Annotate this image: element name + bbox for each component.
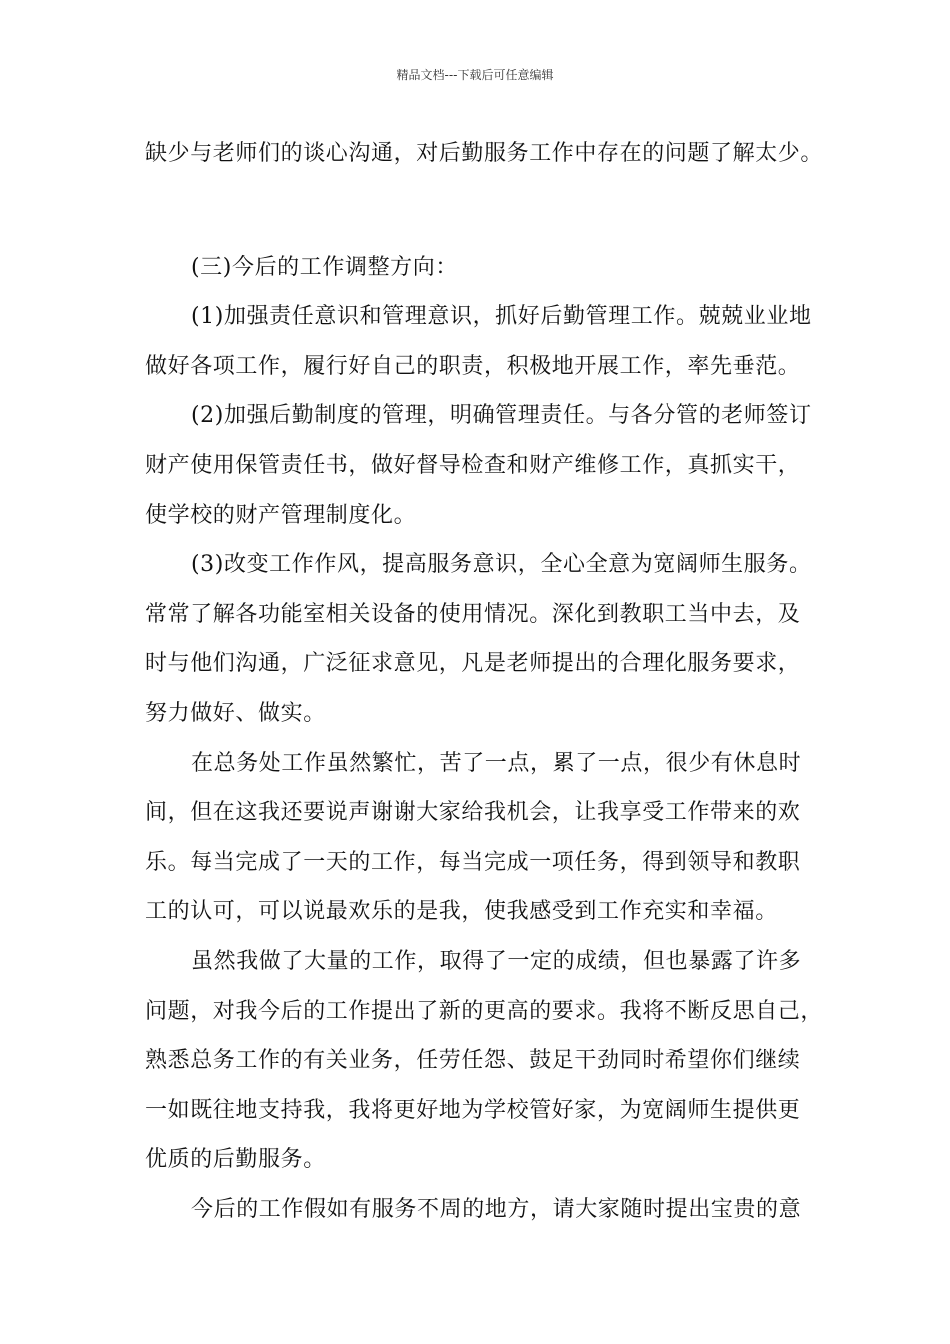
- page-header: 精品文档---下载后可任意编辑: [396, 68, 554, 82]
- text-line: 间，但在这我还要说声谢谢大家给我机会，让我享受工作带来的欢: [145, 800, 801, 826]
- text-line: 做好各项工作，履行好自己的职责，积极地开展工作，率先垂范。: [145, 353, 801, 379]
- text-line: 优质的后勤服务。: [145, 1147, 326, 1173]
- text-line: 虽然我做了大量的工作，取得了一定的成绩，但也暴露了许多: [191, 948, 802, 974]
- text-line: 使学校的财产管理制度化。: [145, 502, 417, 528]
- paragraph-gap: [145, 184, 825, 248]
- section-heading: (三)今后的工作调整方向：: [191, 254, 458, 280]
- text-line: (1)加强责任意识和管理意识，抓好后勤管理工作。兢兢业业地: [191, 304, 812, 330]
- text-line: 乐。每当完成了一天的工作，每当完成一项任务，得到领导和教职: [145, 849, 801, 875]
- document-body: [145, 134, 825, 1239]
- text-line: 一如既往地支持我，我将更好地为学校管好家，为宽阔师生提供更: [145, 1097, 801, 1123]
- text-line: 问题，对我今后的工作提出了新的更高的要求。我将不断反思自己，: [145, 998, 824, 1024]
- text-line: 在总务处工作虽然繁忙，苦了一点，累了一点，很少有休息时: [191, 750, 802, 776]
- text-line: 努力做好、做实。: [145, 700, 326, 726]
- text-line: 今后的工作假如有服务不周的地方，请大家随时提出宝贵的意: [191, 1196, 802, 1222]
- text-line: (3)改变工作作风，提高服务意识，全心全意为宽阔师生服务。: [191, 552, 812, 578]
- text-line: (2)加强后勤制度的管理，明确管理责任。与各分管的老师签订: [191, 403, 812, 429]
- text-line: 常常了解各功能室相关设备的使用情况。深化到教职工当中去，及: [145, 601, 801, 627]
- text-line: 财产使用保管责任书，做好督导检查和财产维修工作，真抓实干，: [145, 452, 801, 478]
- text-line: 工的认可，可以说最欢乐的是我，使我感受到工作充实和幸福。: [145, 899, 778, 925]
- text-line: 缺少与老师们的谈心沟通，对后勤服务工作中存在的问题了解太少。: [145, 141, 824, 166]
- text-line: 时与他们沟通，广泛征求意见，凡是老师提出的合理化服务要求，: [145, 651, 801, 677]
- text-line: 熟悉总务工作的有关业务，任劳任怨、鼓足干劲同时希望你们继续: [145, 1048, 801, 1074]
